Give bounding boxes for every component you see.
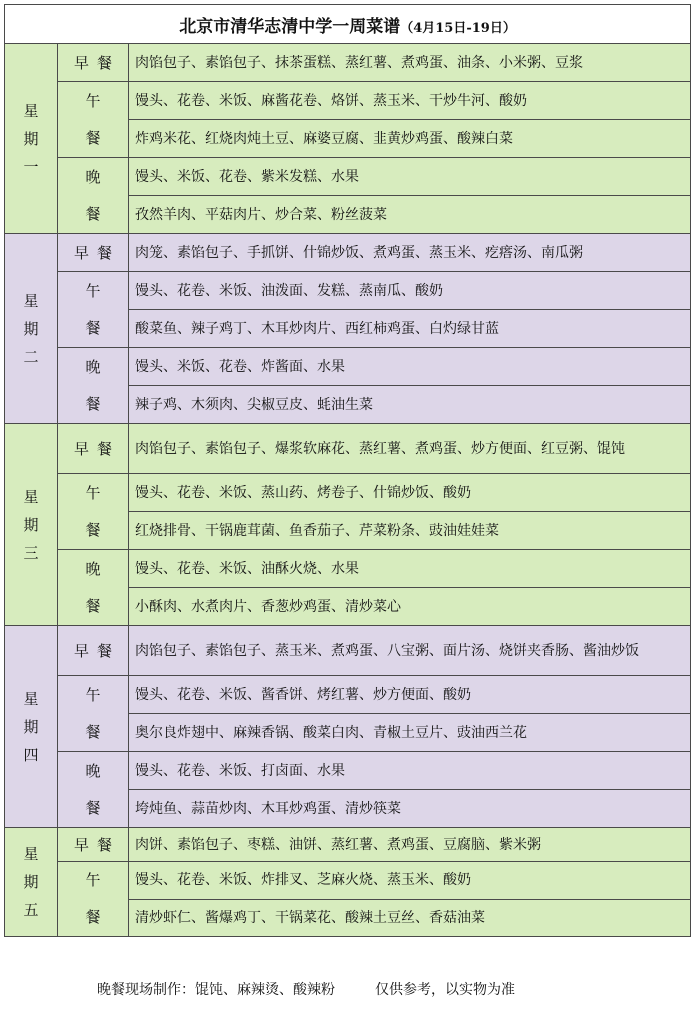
menu-items: 馒头、花卷、米饭、酱香饼、烤红薯、炒方便面、酸奶 xyxy=(129,676,691,714)
day-char: 三 xyxy=(23,543,39,562)
meal-label-text: 午餐 xyxy=(85,871,101,926)
meal-label-lunch xyxy=(58,82,129,158)
meal-label-text: 午餐 xyxy=(85,483,101,539)
meal-label-breakfast: 早餐 xyxy=(58,626,129,676)
menu-items: 馒头、花卷、米饭、麻酱花卷、烙饼、蒸玉米、干炒牛河、酸奶 xyxy=(129,82,691,120)
menu-items: 红烧排骨、干锅鹿茸菌、鱼香茄子、芹菜粉条、豉油娃娃菜 xyxy=(129,512,691,550)
meal-label-dinner xyxy=(58,158,129,234)
meal-label-text: 晚餐 xyxy=(85,167,101,223)
menu-items: 肉笼、素馅包子、手抓饼、什锦炒饭、煮鸡蛋、蒸玉米、疙瘩汤、南瓜粥 xyxy=(129,234,691,272)
menu-items: 馒头、花卷、米饭、炸排叉、芝麻火烧、蒸玉米、酸奶 xyxy=(129,862,691,900)
menu-items: 馒头、米饭、花卷、紫米发糕、水果 xyxy=(129,158,691,196)
meal-label-text: 午餐 xyxy=(85,685,101,741)
day-label-tuesday xyxy=(5,234,58,424)
menu-items: 酸菜鱼、辣子鸡丁、木耳炒肉片、西红柿鸡蛋、白灼绿甘蓝 xyxy=(129,310,691,348)
menu-items: 肉饼、素馅包子、枣糕、油饼、蒸红薯、煮鸡蛋、豆腐脑、紫米粥 xyxy=(129,828,691,862)
day-char: 星 xyxy=(23,291,39,310)
day-label-thursday xyxy=(5,626,58,828)
day-char: 星 xyxy=(23,689,39,708)
day-char: 期 xyxy=(23,515,39,534)
menu-items: 孜然羊肉、平菇肉片、炒合菜、粉丝菠菜 xyxy=(129,196,691,234)
day-char: 星 xyxy=(23,101,39,120)
meal-label-dinner xyxy=(58,752,129,828)
weekly-menu-table xyxy=(4,4,691,937)
day-label-wednesday xyxy=(5,424,58,626)
meal-label-lunch xyxy=(58,676,129,752)
menu-items: 垮炖鱼、蒜苗炒肉、木耳炒鸡蛋、清炒筷菜 xyxy=(129,790,691,828)
day-char: 四 xyxy=(23,745,39,764)
menu-title-dates: （4月15日-19日） xyxy=(400,20,516,36)
meal-label-text: 晚餐 xyxy=(85,559,101,615)
day-char: 期 xyxy=(23,129,39,148)
menu-items: 馒头、米饭、花卷、炸酱面、水果 xyxy=(129,348,691,386)
menu-items: 馒头、花卷、米饭、油酥火烧、水果 xyxy=(129,550,691,588)
meal-label-text: 晚餐 xyxy=(85,761,101,817)
day-char: 二 xyxy=(23,347,39,366)
meal-label-breakfast: 早餐 xyxy=(58,44,129,82)
day-char: 期 xyxy=(23,319,39,338)
menu-items: 辣子鸡、木须肉、尖椒豆皮、蚝油生菜 xyxy=(129,386,691,424)
menu-items: 肉馅包子、素馅包子、蒸玉米、煮鸡蛋、八宝粥、面片汤、烧饼夹香肠、酱油炒饭 xyxy=(129,626,691,676)
menu-items: 肉馅包子、素馅包子、爆浆软麻花、蒸红薯、煮鸡蛋、炒方便面、红豆粥、馄饨 xyxy=(129,424,691,474)
day-label-friday xyxy=(5,828,58,937)
day-char: 五 xyxy=(23,901,39,919)
meal-label-lunch xyxy=(58,862,129,937)
day-char: 一 xyxy=(23,157,39,176)
meal-label-dinner xyxy=(58,550,129,626)
meal-label-lunch xyxy=(58,474,129,550)
menu-items: 馒头、花卷、米饭、蒸山药、烤卷子、什锦炒饭、酸奶 xyxy=(129,474,691,512)
menu-items: 清炒虾仁、酱爆鸡丁、干锅菜花、酸辣土豆丝、香菇油菜 xyxy=(129,899,691,937)
live-cooking-note: 晚餐现场制作：馄饨、麻辣烫、酸辣粉 xyxy=(97,982,335,998)
menu-items: 炸鸡米花、红烧肉炖土豆、麻婆豆腐、韭黄炒鸡蛋、酸辣白菜 xyxy=(129,120,691,158)
menu-title-main: 北京市清华志清中学一周菜谱 xyxy=(179,16,401,37)
day-label-monday xyxy=(5,44,58,234)
meal-label-lunch xyxy=(58,272,129,348)
meal-label-breakfast: 早餐 xyxy=(58,424,129,474)
menu-items: 馒头、花卷、米饭、打卤面、水果 xyxy=(129,752,691,790)
meal-label-text: 午餐 xyxy=(85,91,101,147)
menu-items: 小酥肉、水煮肉片、香葱炒鸡蛋、清炒菜心 xyxy=(129,588,691,626)
day-char: 期 xyxy=(23,717,39,736)
meal-label-breakfast: 早餐 xyxy=(58,828,129,862)
day-char: 星 xyxy=(23,487,39,506)
menu-items: 馒头、花卷、米饭、油泼面、发糕、蒸南瓜、酸奶 xyxy=(129,272,691,310)
disclaimer-note: 仅供参考，以实物为准 xyxy=(375,982,515,998)
meal-label-breakfast: 早餐 xyxy=(58,234,129,272)
footer-note xyxy=(97,979,515,999)
meal-label-text: 晚餐 xyxy=(85,357,101,413)
meal-label-dinner xyxy=(58,348,129,424)
day-char: 期 xyxy=(23,873,39,891)
menu-title xyxy=(5,5,691,44)
menu-items: 肉馅包子、素馅包子、抹茶蛋糕、蒸红薯、煮鸡蛋、油条、小米粥、豆浆 xyxy=(129,44,691,82)
day-char: 星 xyxy=(23,845,39,863)
menu-items: 奥尔良炸翅中、麻辣香锅、酸菜白肉、青椒土豆片、豉油西兰花 xyxy=(129,714,691,752)
meal-label-text: 午餐 xyxy=(85,281,101,337)
